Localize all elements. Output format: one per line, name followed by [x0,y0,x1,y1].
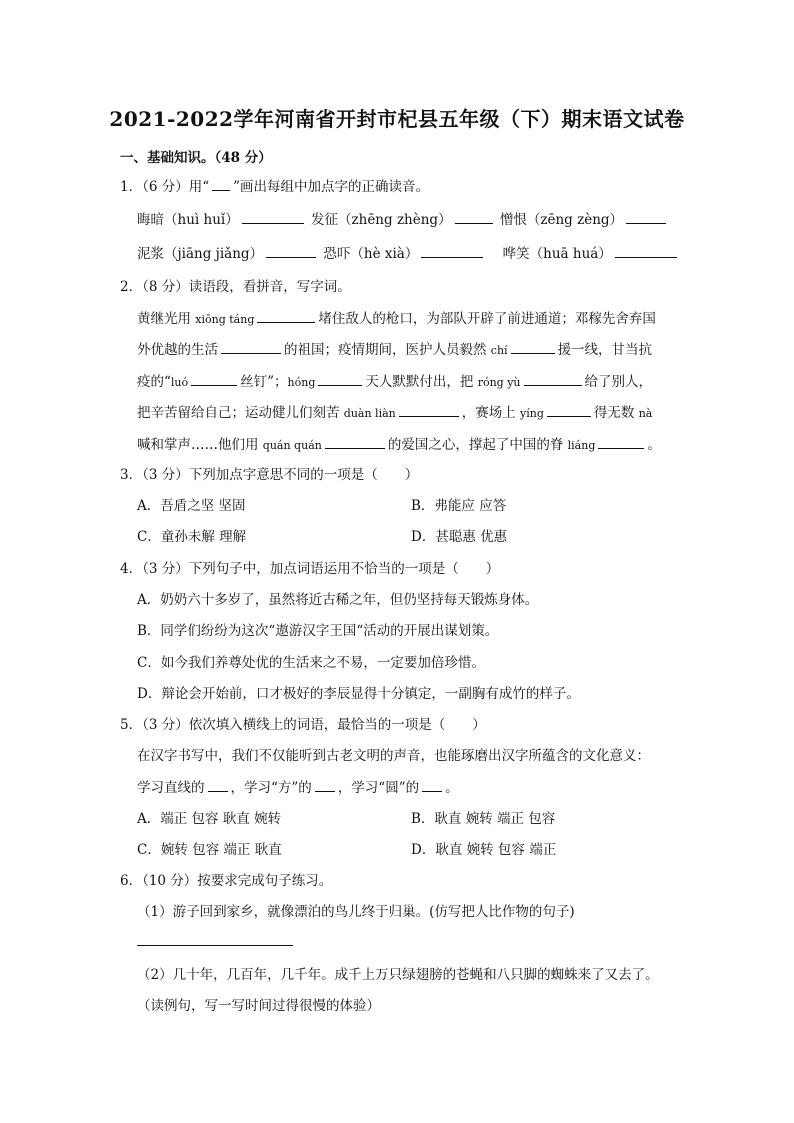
pinyin: hóng [287,376,316,389]
answer-blank[interactable] [191,372,237,386]
text: 把辛苦留给自己；运动健儿们刻苦 [137,405,344,421]
pinyin: xiōng táng [195,313,255,326]
q3-option-c[interactable]: C．童孙未解 理解 [137,529,247,545]
q3-option-b[interactable]: B．弗能应 应答 [411,498,507,514]
q2-line-2 [137,340,652,360]
q3-option-d[interactable]: D．甚聪惠 优惠 [411,529,508,545]
answer-blank[interactable] [422,778,442,792]
q4-option-a[interactable]: A．奶奶六十多岁了，虽然将近古稀之年，但仍坚持每天锻炼身体。 [137,592,539,608]
q1-row-2 [137,244,680,263]
underline-sample [212,177,230,191]
answer-blank[interactable] [266,244,316,258]
text: 喊和掌声……他们用 [137,437,263,453]
answer-blank[interactable] [626,210,666,224]
pinyin: quán quán [262,439,322,452]
text: 给了别人， [584,374,652,390]
pinyin: luó [170,376,189,389]
q3-option-a[interactable]: A．吾盾之坚 坚固 [137,498,246,514]
question-3-stem: 3．（3 分）下列加点字意思不同的一项是（ ） [120,467,419,483]
q2-line-5 [137,435,661,455]
answer-blank[interactable] [547,403,591,417]
q1-item: 恐吓（hè xià） [323,246,419,262]
q5-passage-2 [137,778,459,797]
text: 的爱国之心，撑起了中国的脊 [387,437,568,453]
q2-line-4 [137,403,652,423]
text: 的祖国；疫情期间，医护人员毅然 [284,342,491,358]
text: 丝钉”； [240,374,288,390]
text: 。 [647,437,661,453]
q1-item: 晦暗（huì huǐ） [137,212,239,228]
q2-line-3 [137,372,652,392]
answer-line[interactable] [137,945,293,946]
text: ，赛场上 [461,405,521,421]
page-title: 2021-2022学年河南省开封市杞县五年级（下）期末语文试卷 [109,107,685,131]
question-4-stem: 4．（3 分）下列句子中，加点词语运用不恰当的一项是（ ） [120,561,500,577]
question-1-stem [120,177,429,196]
answer-blank[interactable] [325,435,385,449]
text: 堵住敌人的枪口，为部队开辟了前进通道；邓稼先舍弃国 [318,311,656,327]
answer-blank[interactable] [318,372,362,386]
text: 得无数 [593,405,639,421]
answer-blank[interactable] [421,244,483,258]
answer-blank[interactable] [257,309,315,323]
answer-blank[interactable] [615,244,677,258]
q1-item: 憎恨（zēng zèng） [499,212,624,228]
q5-option-c[interactable]: C．婉转 包容 端正 耿直 [137,842,282,858]
q1-item: 泥浆（jiāng jiǎng） [137,246,264,262]
q4-option-d[interactable]: D．辩论会开始前，口才极好的李辰显得十分镇定，一副胸有成竹的样子。 [137,686,580,702]
pinyin: nà [638,407,653,420]
question-6-stem: 6．（10 分）按要求完成句子练习。 [120,873,333,889]
text: ，学习“圆”的 [337,780,420,796]
text: 外优越的生活 [137,342,218,358]
question-2-stem: 2．（8 分）读语段，看拼音，写字词。 [120,279,351,295]
q6-sub-1: （1）游子回到家乡，就像漂泊的鸟儿终于归巢。(仿写把人比作物的句子) [137,904,575,920]
q1-stem-start: 1．（6 分）用“ [120,179,210,195]
pinyin: róng yù [477,376,521,389]
text: 疫的“ [137,374,171,390]
q1-item: 哗笑（huā huá） [502,246,612,262]
q5-option-d[interactable]: D．耿直 婉转 包容 端正 [411,842,557,858]
q6-sub-2-hint: （读例句，写一写时间过得很慢的体验） [137,998,380,1014]
q5-option-b[interactable]: B．耿直 婉转 端正 包容 [411,811,556,827]
text: 黄继光用 [137,311,196,327]
text: 学习直线的 [137,780,205,796]
pinyin: duàn liàn [343,407,396,420]
question-5-stem: 5．（3 分）依次填入横线上的词语，最恰当的一项是（ ） [120,717,486,733]
pinyin: chí [490,344,508,357]
answer-blank[interactable] [242,210,304,224]
answer-blank[interactable] [455,210,493,224]
q2-line-1 [137,309,656,329]
q1-stem-end: ”画出每组中加点字的正确读音。 [233,179,430,195]
answer-blank[interactable] [221,340,281,354]
q5-passage-1: 在汉字书写中，我们不仅能听到古老文明的声音，也能琢磨出汉字所蕴含的文化意义： [137,748,650,764]
q5-option-a[interactable]: A．端正 包容 耿直 婉转 [137,811,282,827]
text: 天人默默付出，把 [365,374,478,390]
answer-blank[interactable] [524,372,582,386]
pinyin: liáng [567,439,596,452]
answer-blank[interactable] [208,778,228,792]
q6-sub-2: （2）几十年，几百年，几千年。成千上万只绿翅膀的苍蝇和八只脚的蜘蛛来了又去了。 [137,967,659,983]
section-heading: 一、基础知识。（48 分） [120,150,272,166]
answer-blank[interactable] [598,435,644,449]
text: ，学习“方”的 [230,780,312,796]
q4-option-b[interactable]: B．同学们纷纷为这次“遨游汉字王国“活动的开展出谋划策。 [137,623,499,639]
q4-option-c[interactable]: C．如今我们养尊处优的生活来之不易，一定要加倍珍惜。 [137,655,485,671]
answer-blank[interactable] [511,340,555,354]
text: 。 [445,780,459,796]
answer-blank[interactable] [315,778,335,792]
answer-blank[interactable] [399,403,459,417]
q1-item: 发征（zhēng zhèng） [311,212,452,228]
q1-row-1 [137,210,669,229]
pinyin: yíng [520,407,544,420]
text: 援一线，甘当抗 [557,342,653,358]
